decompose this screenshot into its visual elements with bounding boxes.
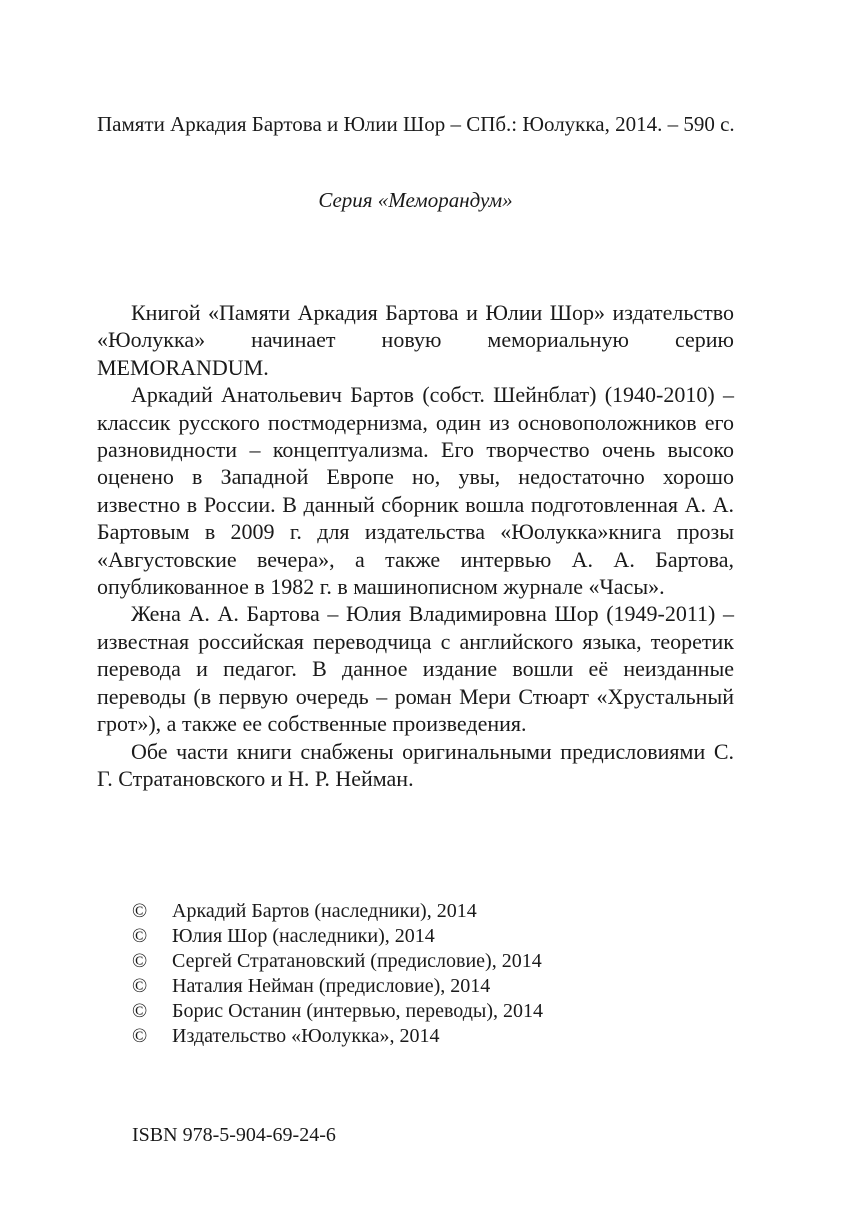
annotation-paragraph: Жена А. А. Бартова – Юлия Владимировна Шор (1949-2011) – известная российская переводчица с английского языка, теоретик перевода и педагог. В данное издание вошли её неизданные переводы (в первую очередь – роман Мери Стюарт «Хрустальный грот»), а также ее собственные произведения. [97, 601, 734, 737]
copyright-item [132, 999, 732, 1024]
series-line: Серия «Меморандум» [318, 188, 513, 212]
copyright-text: Борис Останин (интервью, переводы), 2014 [172, 1000, 544, 1022]
copyright-item [132, 949, 732, 974]
annotation-paragraph: Книгой «Памяти Аркадия Бартова и Юлии Шор» издательство «Юолукка» начинает новую мемориальную серию MEMORANDUM. [97, 300, 734, 380]
copyright-item [132, 974, 732, 999]
annotation [97, 299, 734, 792]
copyright-item [132, 899, 732, 924]
copyright-text: Сергей Стратановский (предисловие), 2014 [172, 950, 542, 972]
copyright-icon: © [132, 975, 148, 997]
copyright-item [132, 1024, 732, 1049]
copyright-list [132, 899, 732, 1049]
copyright-icon: © [132, 1000, 148, 1022]
copyright-icon: © [132, 1025, 148, 1047]
copyright-icon: © [132, 925, 148, 947]
bibliographic-line: Памяти Аркадия Бартова и Юлии Шор – СПб.: Юолукка, 2014. – 590 с. [97, 112, 735, 136]
copyright-icon: © [132, 950, 148, 972]
copyright-item [132, 924, 732, 949]
annotation-paragraph: Аркадий Анатольевич Бартов (собст. Шейнблат) (1940-2010) – классик русского постмодернизма, один из основоположников его разновидности – концептуализма. Его творчество очень высоко оценено в Западной Европе но, увы, недостаточно хорошо известно в России. В данный сборник вошла подготовленная А. А. Бартовым в 2009 г. для издательства «Юолукка»книга прозы «Августовские вечера», а также интервью А. А. Бартова, опубликованное в 1982 г. в машинописном журнале «Часы». [97, 382, 734, 600]
copyright-text: Аркадий Бартов (наследники), 2014 [172, 900, 477, 922]
copyright-text: Издательство «Юолукка», 2014 [172, 1025, 440, 1047]
copyright-text: Юлия Шор (наследники), 2014 [172, 925, 435, 947]
annotation-paragraph: Обе части книги снабжены оригинальными предисловиями С. Г. Стратановского и Н. Р. Нейман. [97, 738, 734, 791]
isbn: ISBN 978-5-904-69-24-6 [132, 1124, 336, 1146]
copyright-text: Наталия Нейман (предисловие), 2014 [172, 975, 491, 997]
copyright-icon: © [132, 900, 148, 922]
